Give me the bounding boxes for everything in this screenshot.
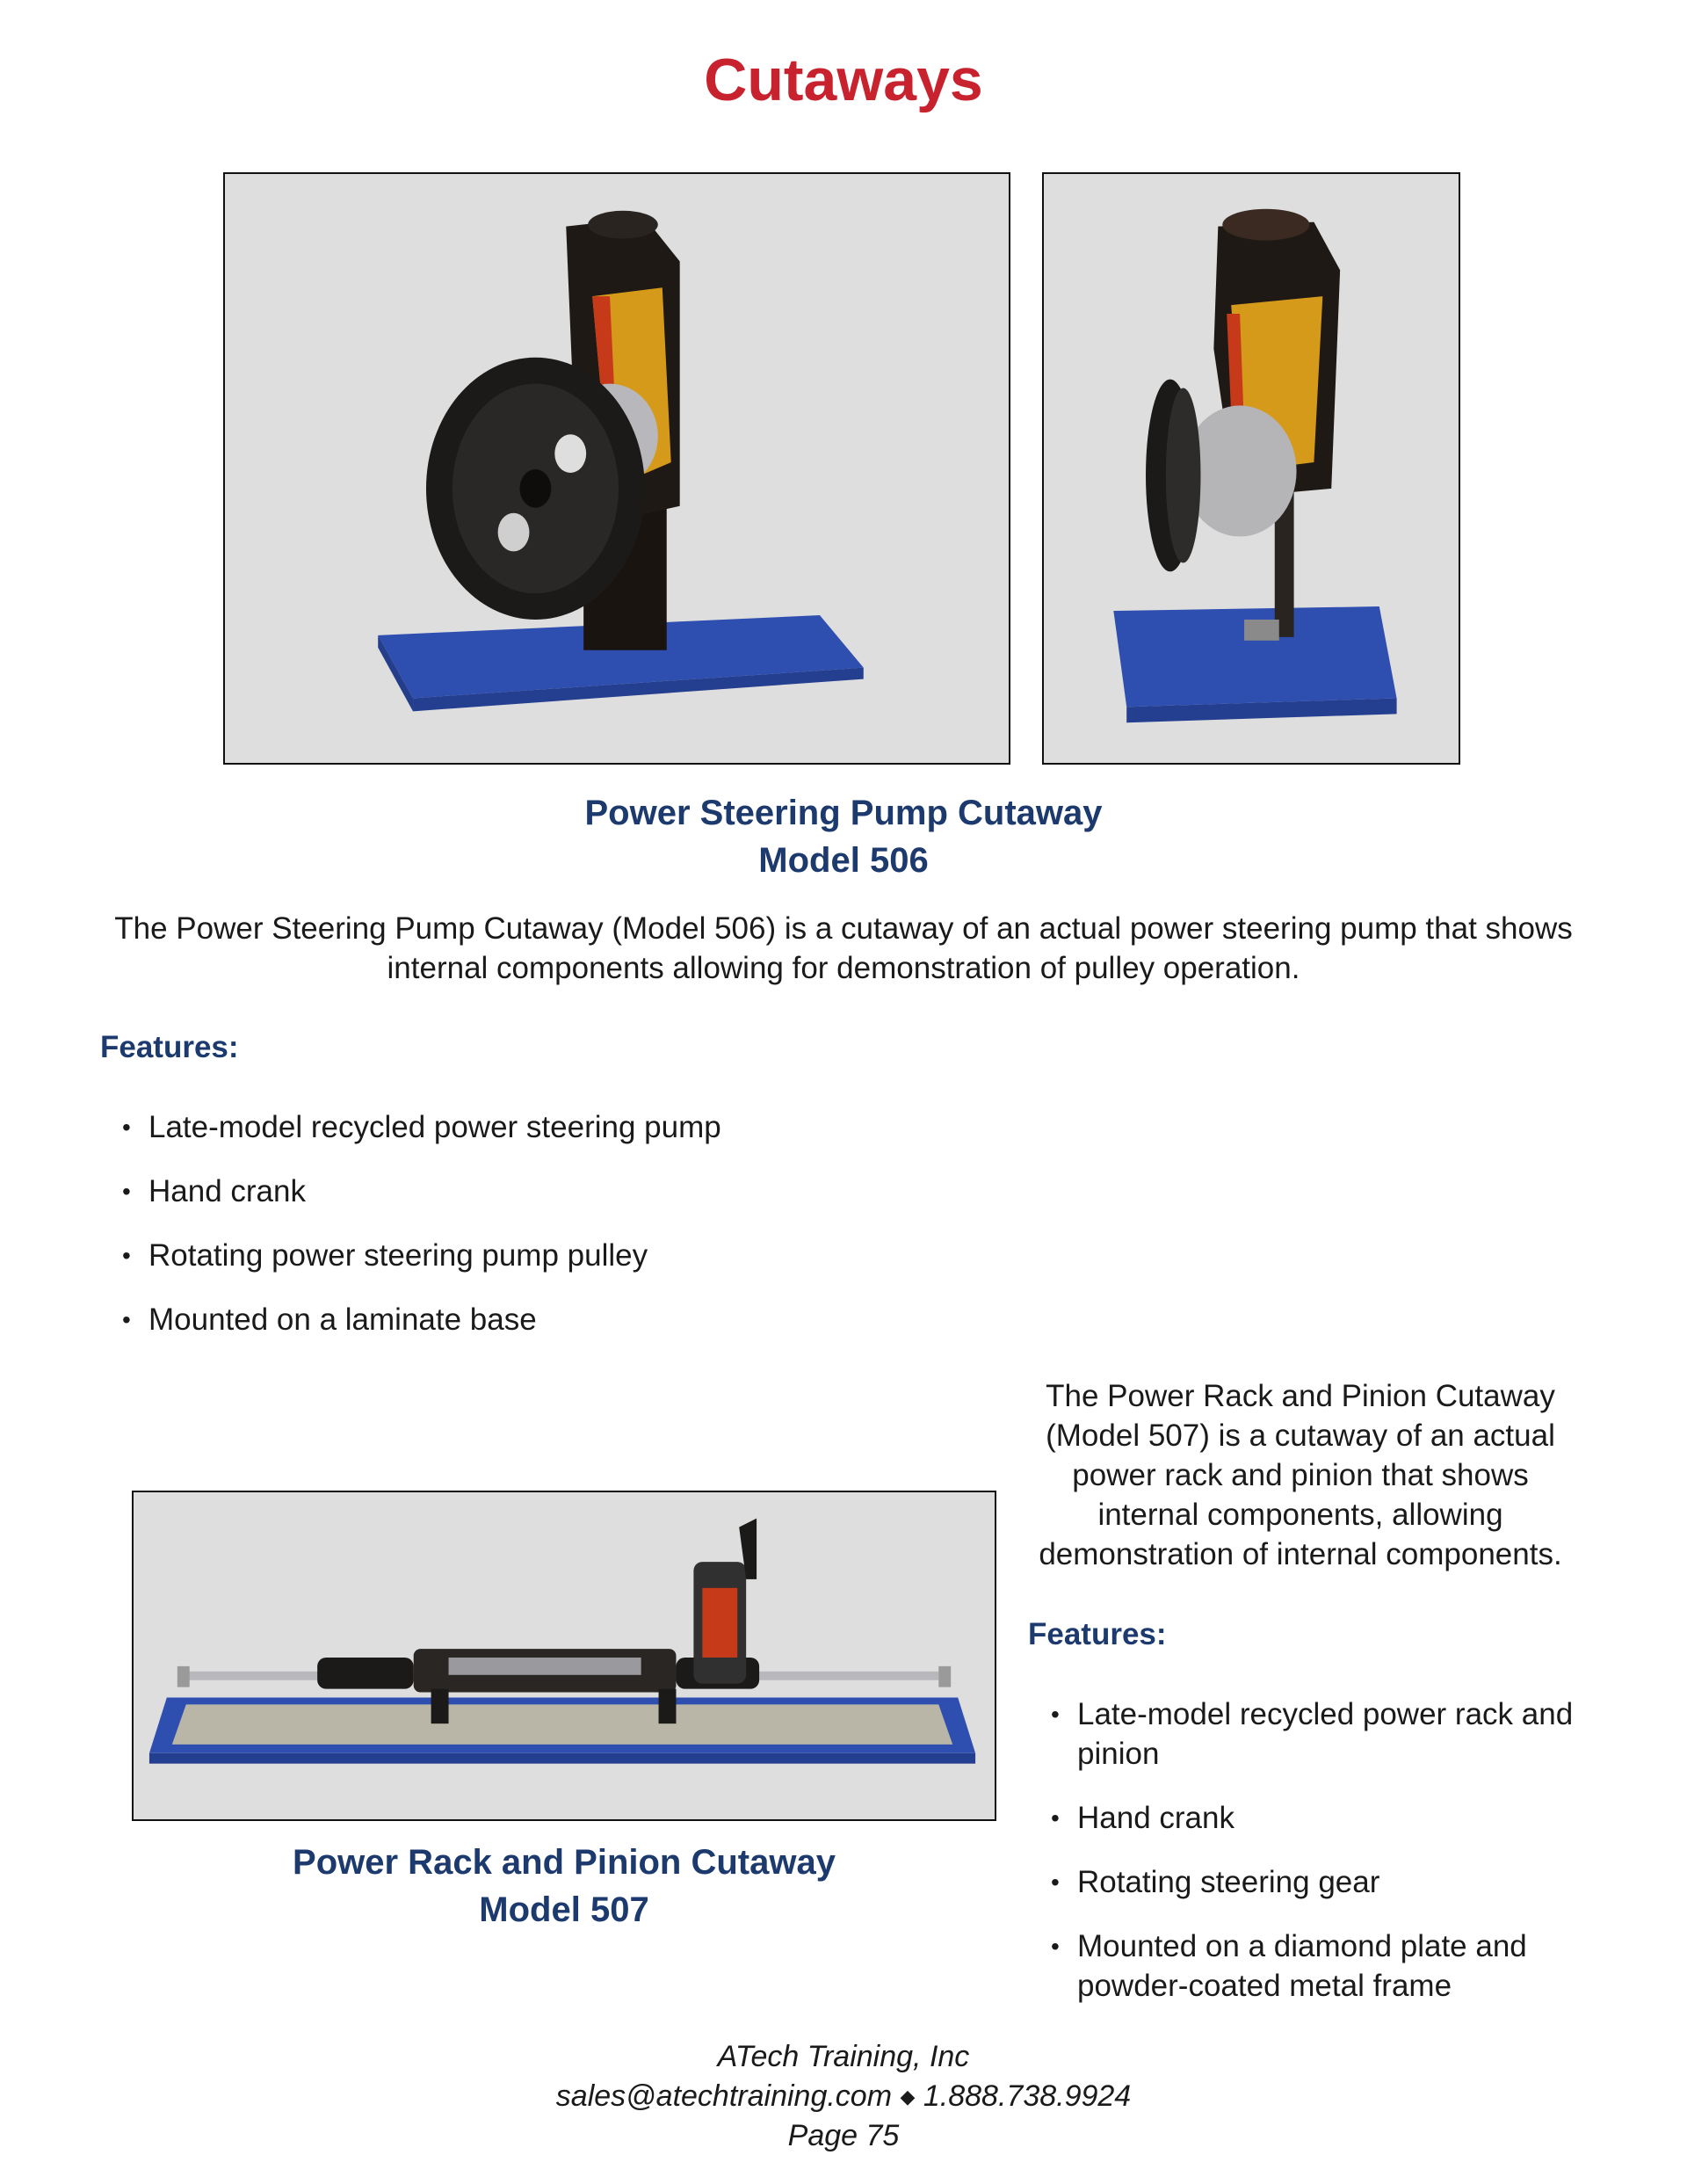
- product-507-model: Model 507: [479, 1890, 649, 1929]
- list-item: [1044, 1926, 1606, 2006]
- footer: [0, 2037, 1687, 2156]
- product-507-description-line-1: The Power Rack and Pinion Cutaway: [1046, 1379, 1555, 1413]
- product-506-model: Model 506: [758, 841, 929, 880]
- product-506-description: [0, 909, 1687, 988]
- diamond-separator-icon: ◆: [900, 2086, 916, 2108]
- footer-page-number: Page 75: [787, 2119, 900, 2152]
- product-506-heading: [0, 789, 1687, 884]
- list-item: [1044, 1694, 1606, 1774]
- list-item: [1044, 1862, 1606, 1902]
- power-steering-pump-side-photo: [1042, 172, 1460, 765]
- footer-phone: 1.888.738.9924: [923, 2079, 1132, 2113]
- product-507-features-list: [1044, 1694, 1606, 2006]
- page-title: Cutaways: [704, 47, 983, 113]
- list-item: • Mounted on a laminate base: [115, 1300, 1082, 1339]
- list-item-line: • Hand crank: [1077, 1801, 1234, 1835]
- product-507-description-line-3: power rack and pinion that shows: [1072, 1458, 1529, 1492]
- power-rack-and-pinion-photo: [132, 1491, 996, 1821]
- power-steering-pump-front-photo: [223, 172, 1010, 765]
- list-item-line: pinion: [1077, 1737, 1160, 1771]
- list-item-line: powder-coated metal frame: [1077, 1969, 1452, 2003]
- list-item: • Late-model recycled power steering pump: [115, 1107, 1082, 1147]
- product-507-name: Power Rack and Pinion Cutaway: [293, 1843, 836, 1882]
- product-506-description-line-1: The Power Steering Pump Cutaway (Model 506) is a cutaway of an actual power steering pump that shows: [114, 911, 1573, 946]
- footer-email-link[interactable]: sales@atechtraining.com: [555, 2079, 893, 2113]
- product-506-name: Power Steering Pump Cutaway: [584, 794, 1103, 832]
- product-507-description-line-4: internal components, allowing: [1097, 1498, 1503, 1532]
- product-506-description-line-2: internal components allowing for demonstration of pulley operation.: [387, 951, 1300, 985]
- product-507-description-line-5: demonstration of internal components.: [1039, 1537, 1562, 1571]
- list-item: [1044, 1798, 1606, 1838]
- product-507-description: [1019, 1376, 1582, 1574]
- list-item-line: • Late-model recycled power rack and: [1077, 1697, 1574, 1731]
- product-507-heading: [132, 1839, 996, 1934]
- product-507-features-label: Features:: [1028, 1617, 1167, 1651]
- list-item-line: • Mounted on a diamond plate and: [1077, 1929, 1527, 1963]
- footer-company: ATech Training, Inc: [717, 2040, 970, 2073]
- list-item-line: • Rotating steering gear: [1077, 1865, 1380, 1899]
- list-item: • Hand crank: [115, 1172, 1082, 1211]
- product-506-features-list: [115, 1107, 1082, 1339]
- product-506-features-label: Features:: [100, 1030, 239, 1064]
- product-507-description-line-2: (Model 507) is a cutaway of an actual: [1046, 1419, 1555, 1453]
- footer-contact: [0, 2077, 1687, 2116]
- list-item: • Rotating power steering pump pulley: [115, 1236, 1082, 1275]
